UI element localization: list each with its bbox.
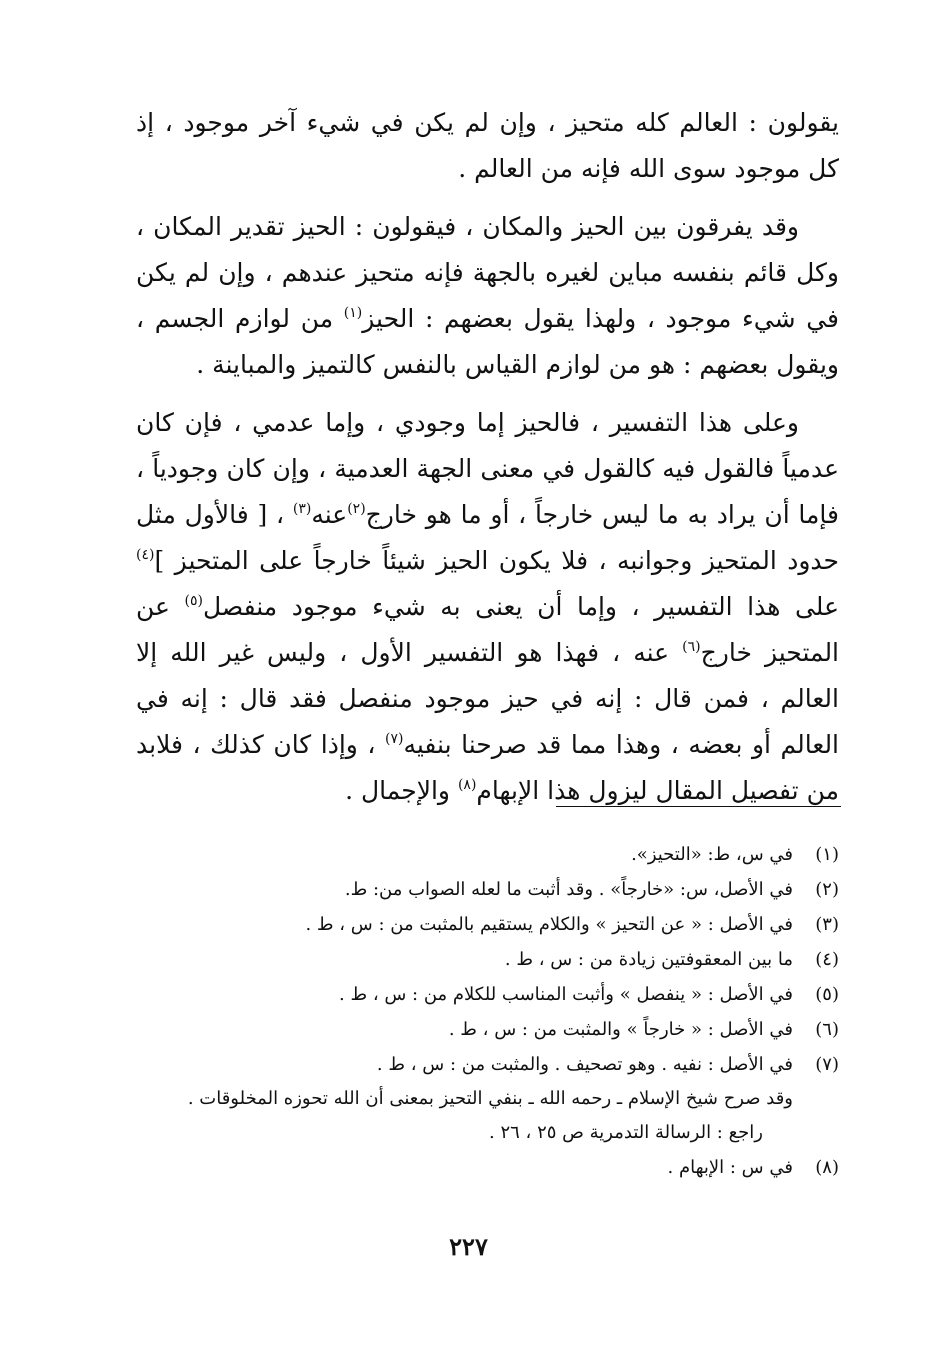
- paragraph-3-text-c: ، [ فالأول مثل حدود المتحيز وجوانبه ، فلا يكون الحيز شيئاً خارجاً على المتحيز ]: [136, 500, 839, 575]
- footnote-6: [136, 1012, 839, 1047]
- paragraph-3-text-g: ، وإذا كان كذلك ، فلابد من تفصيل المقال ليزول هذا الإبهام: [136, 730, 839, 805]
- paragraph-2-text-a: وقد يفرقون بين الحيز والمكان ، فيقولون : الحيز تقدير المكان ، وكل قائم بنفسه مباين لغيره بالجهة فإنه متحيز عندهم ، وإن لم يكن في شيء موجود ، ولهذا يقول بعضهم : الحيز: [136, 212, 839, 333]
- page-number: ٢٢٧: [449, 1232, 488, 1261]
- footnote-ref-3[interactable]: (٣): [292, 501, 312, 517]
- paragraph-1: [136, 100, 839, 192]
- footnote-text: في الأصل : نفيه . وهو تصحيف . والمثبت من : س ، ط .: [376, 1054, 793, 1075]
- paragraph-3-text-b: عنه: [311, 500, 348, 529]
- footnote-number: (٦): [815, 1019, 839, 1040]
- footnote-ref-1[interactable]: (١): [343, 305, 363, 321]
- paragraph-2: [136, 204, 839, 388]
- footnote-7: [136, 1047, 839, 1082]
- paragraph-3-text-f: عنه ، فهذا هو التفسير الأول ، وليس غير الله إلا العالم ، فمن قال : إنه في حيز موجود منفصل فقد قال : إنه في العالم أو بعضه ، وهذا مما قد صرحنا بنفيه: [136, 638, 840, 759]
- footnote-divider: [556, 806, 841, 807]
- paragraph-3: [136, 400, 839, 814]
- footnote-ref-6[interactable]: (٦): [682, 639, 701, 655]
- footnote-number: (٧): [815, 1054, 839, 1075]
- footnote-ref-8[interactable]: (٨): [457, 777, 477, 793]
- footnote-number: (٨): [815, 1157, 839, 1178]
- paragraph-3-text-d: على هذا التفسير ، وإما أن يعنى به شيء موجود منفصل: [202, 592, 839, 621]
- paragraph-3-text-a: وعلى هذا التفسير ، فالحيز إما وجودي ، وإما عدمي ، فإن كان عدمياً فالقول فيه كالقول في معنى الجهة العدمية ، وإن كان وجودياً ، فإما أن يراد به ما ليس خارجاً ، أو ما هو خارج: [136, 408, 839, 529]
- footnote-text: في س : الإبهام .: [667, 1157, 793, 1178]
- paragraph-1-text: يقولون : العالم كله متحيز ، وإن لم يكن في شيء آخر موجود ، إذ كل موجود سوى الله فإنه من العالم .: [136, 108, 839, 183]
- footnote-text: في الأصل : « خارجاً » والمثبت من : س ، ط .: [448, 1019, 793, 1040]
- footnote-text: في س، ط: «التحيز».: [631, 844, 793, 865]
- footnote-ref-5[interactable]: (٥): [184, 593, 203, 609]
- paragraph-3-text-e: عن المتحيز خارج: [136, 592, 840, 667]
- footnotes-section: [136, 837, 839, 1185]
- footnote-ref-7[interactable]: (٧): [384, 731, 404, 747]
- footnote-1: [136, 837, 839, 872]
- footnote-text: في الأصل، س: «خارجاً» . وقد أثبت ما لعله الصواب من: ط.: [344, 879, 793, 900]
- footnote-text: في الأصل : « عن التحيز » والكلام يستقيم بالمثبت من : س ، ط .: [305, 914, 793, 935]
- footnote-number: (٥): [815, 984, 839, 1005]
- footnote-7-reference: راجع : الرسالة التدمرية ص ٢٥ ، ٢٦ .: [489, 1122, 763, 1143]
- paragraph-2-text-b: من لوازم الجسم ، ويقول بعضهم : هو من لوازم القياس بالنفس كالتميز والمباينة .: [136, 304, 839, 379]
- footnote-ref-2[interactable]: (٢): [347, 501, 366, 517]
- footnote-text: ما بين المعقوفتين زيادة من : س ، ط .: [504, 949, 793, 970]
- footnote-ref-4[interactable]: (٤): [136, 547, 155, 563]
- footnote-5: [136, 977, 839, 1012]
- main-text: [136, 100, 839, 826]
- footnote-8: [136, 1150, 839, 1185]
- paragraph-3-text-h: والإجمال .: [345, 776, 458, 805]
- footnote-number: (١): [815, 844, 839, 865]
- footnote-2: [136, 872, 839, 907]
- footnote-7-continuation: وقد صرح شيخ الإسلام ـ رحمه الله ـ بنفي التحيز بمعنى أن الله تحوزه المخلوقات .: [187, 1088, 793, 1109]
- footnote-4: [136, 942, 839, 977]
- footnote-number: (٢): [815, 879, 839, 900]
- footnote-3: [136, 907, 839, 942]
- footnote-text: في الأصل : « ينفصل » وأثبت المناسب للكلام من : س ، ط .: [339, 984, 793, 1005]
- footnote-number: (٣): [815, 914, 839, 935]
- footnote-number: (٤): [815, 949, 839, 970]
